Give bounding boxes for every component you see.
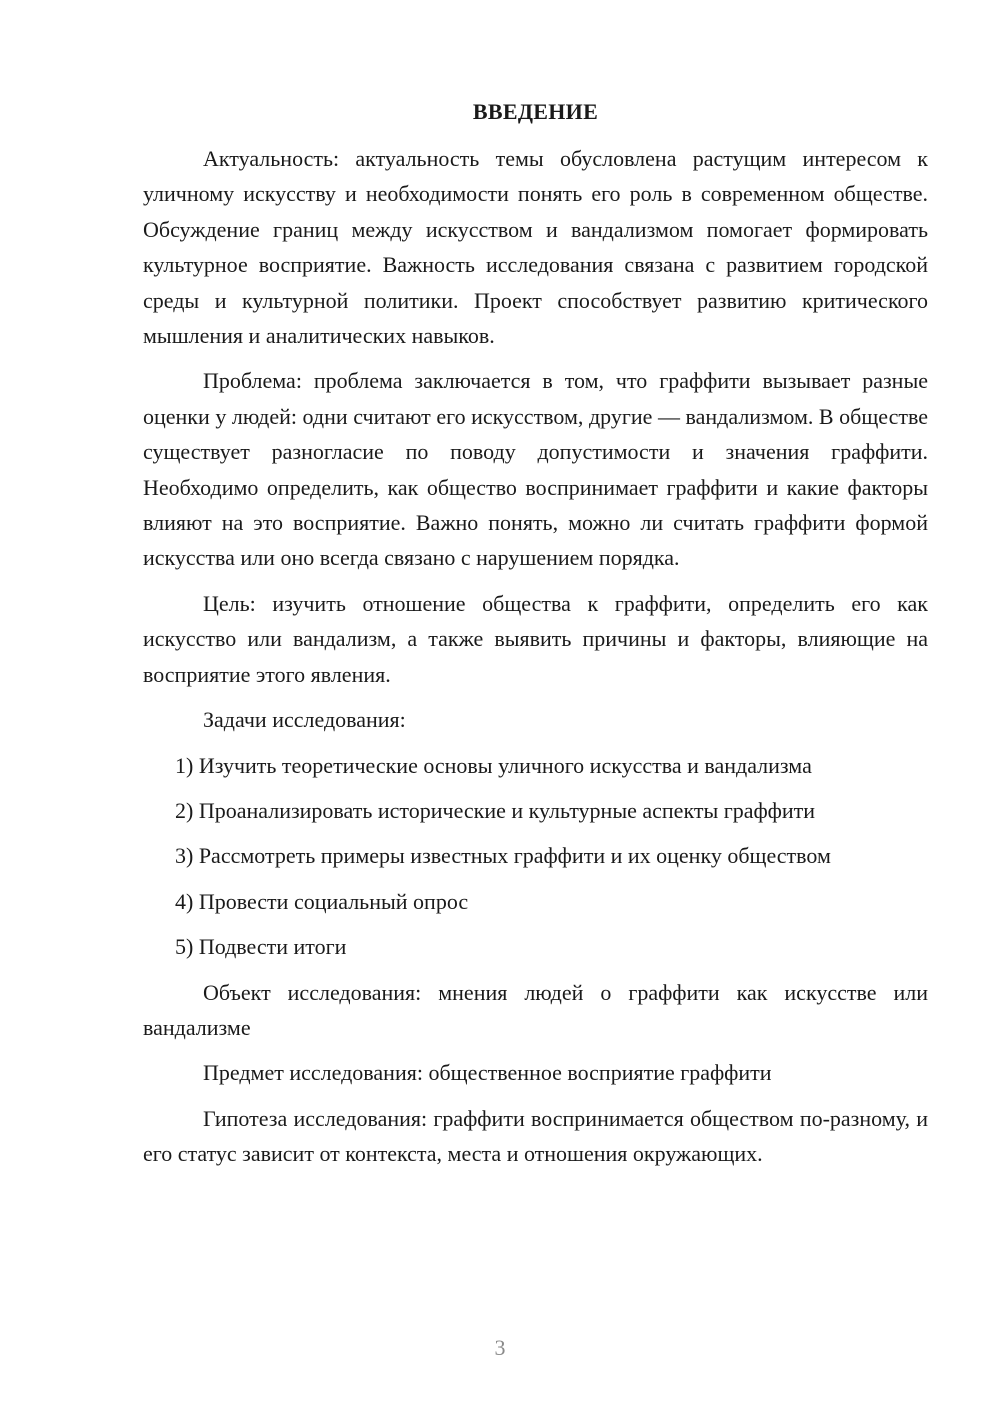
page-number: 3	[494, 1335, 506, 1360]
task-item-1: 1) Изучить теоретические основы уличного искусства и вандализма	[175, 752, 812, 778]
tasks-list	[143, 748, 928, 965]
section-title: ВВЕДЕНИЕ	[472, 99, 599, 124]
goal-paragraph: Цель: изучить отношение общества к граффити, определить его как искусство или вандализм, а также выявить причины и факторы, влияющие на восприятие этого явления.	[143, 590, 928, 687]
tasks-heading: Задачи исследования:	[203, 707, 406, 733]
problem-paragraph: Проблема: проблема заключается в том, что граффити вызывает разные оценки у людей: одни считают его искусством, другие — вандализмом. В обществе существует разногласие по поводу допустимости и значения граффити. Необходимо определить, как общество воспринимает граффити и какие факторы влияют на это восприятие. Важно понять, можно ли считать граффити формой искусства или оно всегда связано с нарушением порядка.	[143, 368, 928, 571]
relevance-paragraph: Актуальность: актуальность темы обусловлена растущим интересом к уличному искусству и необходимости понять его роль в современном обществе. Обсуждение границ между искусством и вандализмом помогает формировать культурное восприятие. Важность исследования связана с развитием городской среды и культурной политики. Проект способствует развитию критического мышления и аналитических навыков.	[143, 146, 928, 349]
object-paragraph: Объект исследования: мнения людей о граффити как искусстве или вандализме	[143, 979, 928, 1040]
page-content	[143, 97, 928, 1182]
hypothesis-paragraph: Гипотеза исследования: граффити воспринимается обществом по-разному, и его статус зависит от контекста, места и отношения окружающих.	[143, 1105, 928, 1167]
task-item-2: 2) Проанализировать исторические и культурные аспекты граффити	[175, 797, 816, 823]
task-item-3: 3) Рассмотреть примеры известных граффити и их оценку обществом	[175, 843, 831, 869]
subject-paragraph: Предмет исследования: общественное восприятие граффити	[203, 1060, 772, 1086]
task-item-4: 4) Провести социальный опрос	[175, 888, 469, 914]
task-item-5: 5) Подвести итоги	[175, 934, 347, 960]
